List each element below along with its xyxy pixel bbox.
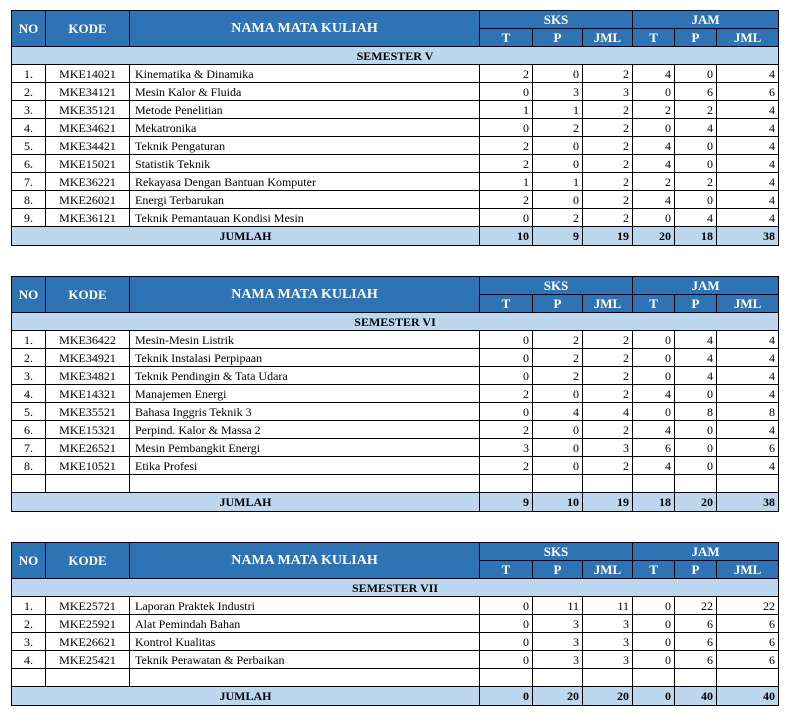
course-code: MKE34121	[46, 83, 130, 101]
cell-sks-p: 3	[533, 633, 583, 651]
empty-cell	[480, 475, 533, 493]
cell-sks-p: 0	[533, 439, 583, 457]
course-code: MKE34921	[46, 349, 130, 367]
cell-sks-jml: 3	[583, 651, 633, 669]
table-row	[12, 457, 779, 475]
cell-sks-jml: 2	[583, 65, 633, 83]
cell-jam-t: 4	[633, 155, 675, 173]
total-sks-jml: 19	[583, 227, 633, 246]
cell-jam-t: 0	[633, 651, 675, 669]
total-jam-t: 0	[633, 687, 675, 706]
total-sks-p: 20	[533, 687, 583, 706]
table-row	[12, 615, 779, 633]
cell-jam-t: 0	[633, 367, 675, 385]
course-name: Mekatronika	[130, 119, 480, 137]
course-name: Mesin-Mesin Listrik	[130, 331, 480, 349]
cell-jam-t: 4	[633, 65, 675, 83]
total-label: JUMLAH	[12, 493, 480, 512]
course-code: MKE15321	[46, 421, 130, 439]
course-name: Etika Profesi	[130, 457, 480, 475]
course-name: Teknik Perawatan & Perbaikan	[130, 651, 480, 669]
cell-sks-jml: 2	[583, 119, 633, 137]
cell-jam-p: 2	[675, 101, 717, 119]
header-sks-jml: JML	[583, 29, 633, 47]
empty-cell	[130, 475, 480, 493]
total-sks-jml: 19	[583, 493, 633, 512]
cell-jam-t: 0	[633, 403, 675, 421]
header-no: NO	[12, 11, 46, 47]
course-code: MKE34821	[46, 367, 130, 385]
empty-cell	[480, 669, 533, 687]
table-row	[12, 331, 779, 349]
cell-sks-p: 3	[533, 651, 583, 669]
cell-sks-jml: 2	[583, 155, 633, 173]
cell-sks-p: 0	[533, 385, 583, 403]
empty-cell	[717, 475, 779, 493]
cell-jam-jml: 6	[717, 651, 779, 669]
table-row	[12, 597, 779, 615]
cell-sks-t: 0	[480, 349, 533, 367]
course-code: MKE14021	[46, 65, 130, 83]
cell-jam-p: 0	[675, 137, 717, 155]
semester-row	[12, 313, 779, 331]
course-code: MKE25421	[46, 651, 130, 669]
row-number: 8.	[12, 191, 46, 209]
cell-jam-t: 0	[633, 597, 675, 615]
empty-cell	[533, 475, 583, 493]
header-jam-p: P	[675, 29, 717, 47]
row-number: 6.	[12, 421, 46, 439]
cell-sks-jml: 2	[583, 421, 633, 439]
total-label: JUMLAH	[12, 687, 480, 706]
header-jam-t: T	[633, 29, 675, 47]
total-sks-p: 10	[533, 493, 583, 512]
cell-sks-p: 0	[533, 65, 583, 83]
semester-table	[11, 276, 779, 512]
cell-jam-jml: 6	[717, 633, 779, 651]
semester-title: SEMESTER VII	[12, 579, 779, 597]
total-label: JUMLAH	[12, 227, 480, 246]
course-name: Rekayasa Dengan Bantuan Komputer	[130, 173, 480, 191]
empty-cell	[12, 669, 46, 687]
header-sks-p: P	[533, 561, 583, 579]
total-jam-p: 40	[675, 687, 717, 706]
cell-jam-jml: 22	[717, 597, 779, 615]
header-nama-mata-kuliah: NAMA MATA KULIAH	[130, 277, 480, 313]
table-row	[12, 349, 779, 367]
course-code: MKE34421	[46, 137, 130, 155]
empty-cell	[633, 669, 675, 687]
cell-jam-p: 0	[675, 155, 717, 173]
table-row	[12, 209, 779, 227]
header-sks-t: T	[480, 29, 533, 47]
course-name: Manajemen Energi	[130, 385, 480, 403]
header-sks-p: P	[533, 29, 583, 47]
cell-sks-p: 2	[533, 119, 583, 137]
header-sks-jml: JML	[583, 561, 633, 579]
header-sks-jml: JML	[583, 295, 633, 313]
cell-sks-t: 0	[480, 615, 533, 633]
cell-sks-jml: 11	[583, 597, 633, 615]
cell-jam-jml: 4	[717, 155, 779, 173]
cell-jam-p: 6	[675, 615, 717, 633]
cell-jam-t: 4	[633, 457, 675, 475]
total-jam-jml: 38	[717, 493, 779, 512]
cell-jam-p: 6	[675, 83, 717, 101]
empty-cell	[583, 669, 633, 687]
semester-row	[12, 47, 779, 65]
cell-sks-t: 0	[480, 209, 533, 227]
total-jam-t: 20	[633, 227, 675, 246]
header-sks-t: T	[480, 561, 533, 579]
row-number: 3.	[12, 367, 46, 385]
course-code: MKE10521	[46, 457, 130, 475]
course-name: Bahasa Inggris Teknik 3	[130, 403, 480, 421]
table-row	[12, 403, 779, 421]
total-row	[12, 227, 779, 246]
row-number: 5.	[12, 403, 46, 421]
course-name: Kontrol Kualitas	[130, 633, 480, 651]
cell-sks-t: 0	[480, 119, 533, 137]
total-row	[12, 687, 779, 706]
header-nama-mata-kuliah: NAMA MATA KULIAH	[130, 11, 480, 47]
row-number: 2.	[12, 83, 46, 101]
table-row	[12, 65, 779, 83]
semester-table	[11, 542, 779, 706]
cell-jam-p: 4	[675, 209, 717, 227]
row-number: 4.	[12, 651, 46, 669]
row-number: 7.	[12, 439, 46, 457]
header-row	[12, 543, 779, 561]
cell-jam-p: 0	[675, 65, 717, 83]
course-name: Statistik Teknik	[130, 155, 480, 173]
cell-jam-t: 0	[633, 331, 675, 349]
cell-sks-p: 2	[533, 209, 583, 227]
header-jam-p: P	[675, 295, 717, 313]
cell-jam-p: 4	[675, 331, 717, 349]
cell-sks-t: 0	[480, 633, 533, 651]
cell-sks-jml: 3	[583, 615, 633, 633]
cell-jam-t: 0	[633, 633, 675, 651]
cell-sks-p: 2	[533, 349, 583, 367]
header-jam: JAM	[633, 11, 779, 29]
cell-jam-p: 0	[675, 191, 717, 209]
table-row	[12, 633, 779, 651]
cell-jam-t: 0	[633, 83, 675, 101]
cell-jam-jml: 4	[717, 331, 779, 349]
cell-jam-jml: 4	[717, 209, 779, 227]
cell-jam-p: 0	[675, 439, 717, 457]
course-code: MKE14321	[46, 385, 130, 403]
cell-jam-p: 2	[675, 173, 717, 191]
cell-sks-t: 0	[480, 331, 533, 349]
empty-cell	[675, 669, 717, 687]
course-code: MKE26021	[46, 191, 130, 209]
header-row	[12, 277, 779, 295]
cell-jam-jml: 4	[717, 119, 779, 137]
cell-sks-jml: 2	[583, 385, 633, 403]
course-code: MKE35121	[46, 101, 130, 119]
row-number: 3.	[12, 101, 46, 119]
cell-sks-t: 2	[480, 191, 533, 209]
header-jam: JAM	[633, 543, 779, 561]
header-jam-p: P	[675, 561, 717, 579]
row-number: 3.	[12, 633, 46, 651]
course-code: MKE26621	[46, 633, 130, 651]
row-number: 7.	[12, 173, 46, 191]
total-sks-t: 10	[480, 227, 533, 246]
cell-jam-t: 6	[633, 439, 675, 457]
course-name: Kinematika & Dinamika	[130, 65, 480, 83]
cell-sks-jml: 3	[583, 439, 633, 457]
cell-sks-jml: 2	[583, 101, 633, 119]
cell-sks-t: 2	[480, 65, 533, 83]
table-row	[12, 101, 779, 119]
cell-jam-p: 4	[675, 367, 717, 385]
header-jam-jml: JML	[717, 561, 779, 579]
total-sks-t: 0	[480, 687, 533, 706]
total-jam-jml: 38	[717, 227, 779, 246]
cell-sks-t: 1	[480, 173, 533, 191]
total-jam-jml: 40	[717, 687, 779, 706]
cell-sks-p: 3	[533, 83, 583, 101]
course-name: Teknik Pemantauan Kondisi Mesin	[130, 209, 480, 227]
header-jam-jml: JML	[717, 295, 779, 313]
cell-jam-p: 22	[675, 597, 717, 615]
cell-sks-p: 1	[533, 101, 583, 119]
empty-cell	[633, 475, 675, 493]
course-code: MKE25921	[46, 615, 130, 633]
total-jam-p: 20	[675, 493, 717, 512]
table-row	[12, 119, 779, 137]
cell-jam-p: 6	[675, 651, 717, 669]
empty-cell	[46, 669, 130, 687]
header-jam-jml: JML	[717, 29, 779, 47]
header-row	[12, 11, 779, 29]
cell-jam-p: 4	[675, 349, 717, 367]
course-code: MKE36221	[46, 173, 130, 191]
total-row	[12, 493, 779, 512]
cell-jam-jml: 6	[717, 83, 779, 101]
course-code: MKE15021	[46, 155, 130, 173]
empty-cell	[717, 669, 779, 687]
cell-sks-t: 2	[480, 385, 533, 403]
semester-row	[12, 579, 779, 597]
semester-title: SEMESTER VI	[12, 313, 779, 331]
cell-sks-jml: 2	[583, 191, 633, 209]
table-row	[12, 155, 779, 173]
cell-jam-p: 8	[675, 403, 717, 421]
cell-jam-jml: 4	[717, 457, 779, 475]
row-number: 6.	[12, 155, 46, 173]
cell-jam-p: 0	[675, 385, 717, 403]
empty-cell	[12, 475, 46, 493]
cell-sks-p: 2	[533, 331, 583, 349]
cell-sks-jml: 2	[583, 367, 633, 385]
cell-sks-p: 0	[533, 155, 583, 173]
row-number: 2.	[12, 349, 46, 367]
total-jam-p: 18	[675, 227, 717, 246]
cell-sks-t: 0	[480, 597, 533, 615]
cell-sks-p: 0	[533, 421, 583, 439]
header-sks: SKS	[480, 543, 633, 561]
cell-sks-t: 0	[480, 83, 533, 101]
course-name: Laporan Praktek Industri	[130, 597, 480, 615]
empty-cell	[533, 669, 583, 687]
table-row	[12, 439, 779, 457]
row-number: 8.	[12, 457, 46, 475]
semester-table	[11, 10, 779, 246]
course-name: Alat Pemindah Bahan	[130, 615, 480, 633]
cell-jam-jml: 8	[717, 403, 779, 421]
header-sks: SKS	[480, 11, 633, 29]
row-number: 9.	[12, 209, 46, 227]
course-name: Energi Terbarukan	[130, 191, 480, 209]
course-code: MKE35521	[46, 403, 130, 421]
cell-sks-t: 0	[480, 403, 533, 421]
cell-sks-jml: 3	[583, 633, 633, 651]
header-no: NO	[12, 543, 46, 579]
cell-jam-jml: 6	[717, 615, 779, 633]
cell-jam-t: 2	[633, 173, 675, 191]
header-no: NO	[12, 277, 46, 313]
header-nama-mata-kuliah: NAMA MATA KULIAH	[130, 543, 480, 579]
course-code: MKE34621	[46, 119, 130, 137]
empty-cell	[583, 475, 633, 493]
table-row	[12, 367, 779, 385]
empty-cell	[675, 475, 717, 493]
cell-sks-t: 2	[480, 137, 533, 155]
blank-row	[12, 669, 779, 687]
header-sks-t: T	[480, 295, 533, 313]
cell-sks-jml: 2	[583, 137, 633, 155]
row-number: 1.	[12, 597, 46, 615]
cell-sks-t: 0	[480, 367, 533, 385]
course-code: MKE25721	[46, 597, 130, 615]
cell-sks-jml: 2	[583, 349, 633, 367]
cell-jam-jml: 4	[717, 101, 779, 119]
total-sks-p: 9	[533, 227, 583, 246]
header-jam-t: T	[633, 295, 675, 313]
course-name: Teknik Pengaturan	[130, 137, 480, 155]
semester-title: SEMESTER V	[12, 47, 779, 65]
blank-row	[12, 475, 779, 493]
cell-sks-jml: 2	[583, 457, 633, 475]
table-row	[12, 191, 779, 209]
cell-sks-p: 0	[533, 137, 583, 155]
course-code: MKE36422	[46, 331, 130, 349]
cell-jam-t: 4	[633, 421, 675, 439]
empty-cell	[46, 475, 130, 493]
course-name: Teknik Instalasi Perpipaan	[130, 349, 480, 367]
table-row	[12, 83, 779, 101]
course-name: Mesin Pembangkit Energi	[130, 439, 480, 457]
cell-jam-jml: 4	[717, 65, 779, 83]
cell-jam-p: 0	[675, 421, 717, 439]
row-number: 1.	[12, 65, 46, 83]
cell-sks-p: 11	[533, 597, 583, 615]
row-number: 5.	[12, 137, 46, 155]
header-jam-t: T	[633, 561, 675, 579]
cell-jam-t: 0	[633, 119, 675, 137]
header-kode: KODE	[46, 11, 130, 47]
cell-jam-t: 2	[633, 101, 675, 119]
course-name: Mesin Kalor & Fluida	[130, 83, 480, 101]
total-sks-jml: 20	[583, 687, 633, 706]
table-row	[12, 173, 779, 191]
cell-sks-jml: 2	[583, 209, 633, 227]
cell-jam-jml: 4	[717, 191, 779, 209]
cell-sks-t: 2	[480, 155, 533, 173]
cell-jam-t: 4	[633, 191, 675, 209]
course-name: Metode Penelitian	[130, 101, 480, 119]
course-code: MKE26521	[46, 439, 130, 457]
header-kode: KODE	[46, 277, 130, 313]
empty-cell	[130, 669, 480, 687]
table-row	[12, 421, 779, 439]
cell-jam-t: 0	[633, 209, 675, 227]
cell-sks-t: 0	[480, 651, 533, 669]
cell-sks-jml: 3	[583, 83, 633, 101]
cell-sks-p: 2	[533, 367, 583, 385]
cell-jam-t: 4	[633, 385, 675, 403]
cell-jam-p: 6	[675, 633, 717, 651]
total-sks-t: 9	[480, 493, 533, 512]
cell-sks-t: 3	[480, 439, 533, 457]
cell-sks-p: 4	[533, 403, 583, 421]
header-sks: SKS	[480, 277, 633, 295]
cell-jam-jml: 4	[717, 349, 779, 367]
cell-jam-jml: 4	[717, 173, 779, 191]
row-number: 4.	[12, 385, 46, 403]
cell-sks-p: 1	[533, 173, 583, 191]
course-name: Teknik Pendingin & Tata Udara	[130, 367, 480, 385]
cell-sks-t: 1	[480, 101, 533, 119]
cell-sks-p: 3	[533, 615, 583, 633]
cell-jam-p: 4	[675, 119, 717, 137]
header-jam: JAM	[633, 277, 779, 295]
cell-sks-p: 0	[533, 457, 583, 475]
cell-jam-p: 0	[675, 457, 717, 475]
header-kode: KODE	[46, 543, 130, 579]
cell-jam-jml: 4	[717, 137, 779, 155]
cell-jam-jml: 4	[717, 367, 779, 385]
cell-sks-jml: 2	[583, 331, 633, 349]
total-jam-t: 18	[633, 493, 675, 512]
cell-sks-t: 2	[480, 421, 533, 439]
cell-sks-t: 2	[480, 457, 533, 475]
cell-jam-jml: 4	[717, 421, 779, 439]
course-name: Perpind. Kalor & Massa 2	[130, 421, 480, 439]
table-row	[12, 651, 779, 669]
cell-jam-t: 0	[633, 349, 675, 367]
table-row	[12, 137, 779, 155]
row-number: 2.	[12, 615, 46, 633]
table-row	[12, 385, 779, 403]
course-code: MKE36121	[46, 209, 130, 227]
cell-sks-jml: 4	[583, 403, 633, 421]
cell-sks-p: 0	[533, 191, 583, 209]
cell-sks-jml: 2	[583, 173, 633, 191]
header-sks-p: P	[533, 295, 583, 313]
row-number: 1.	[12, 331, 46, 349]
cell-jam-t: 0	[633, 615, 675, 633]
cell-jam-t: 4	[633, 137, 675, 155]
row-number: 4.	[12, 119, 46, 137]
cell-jam-jml: 4	[717, 385, 779, 403]
cell-jam-jml: 6	[717, 439, 779, 457]
